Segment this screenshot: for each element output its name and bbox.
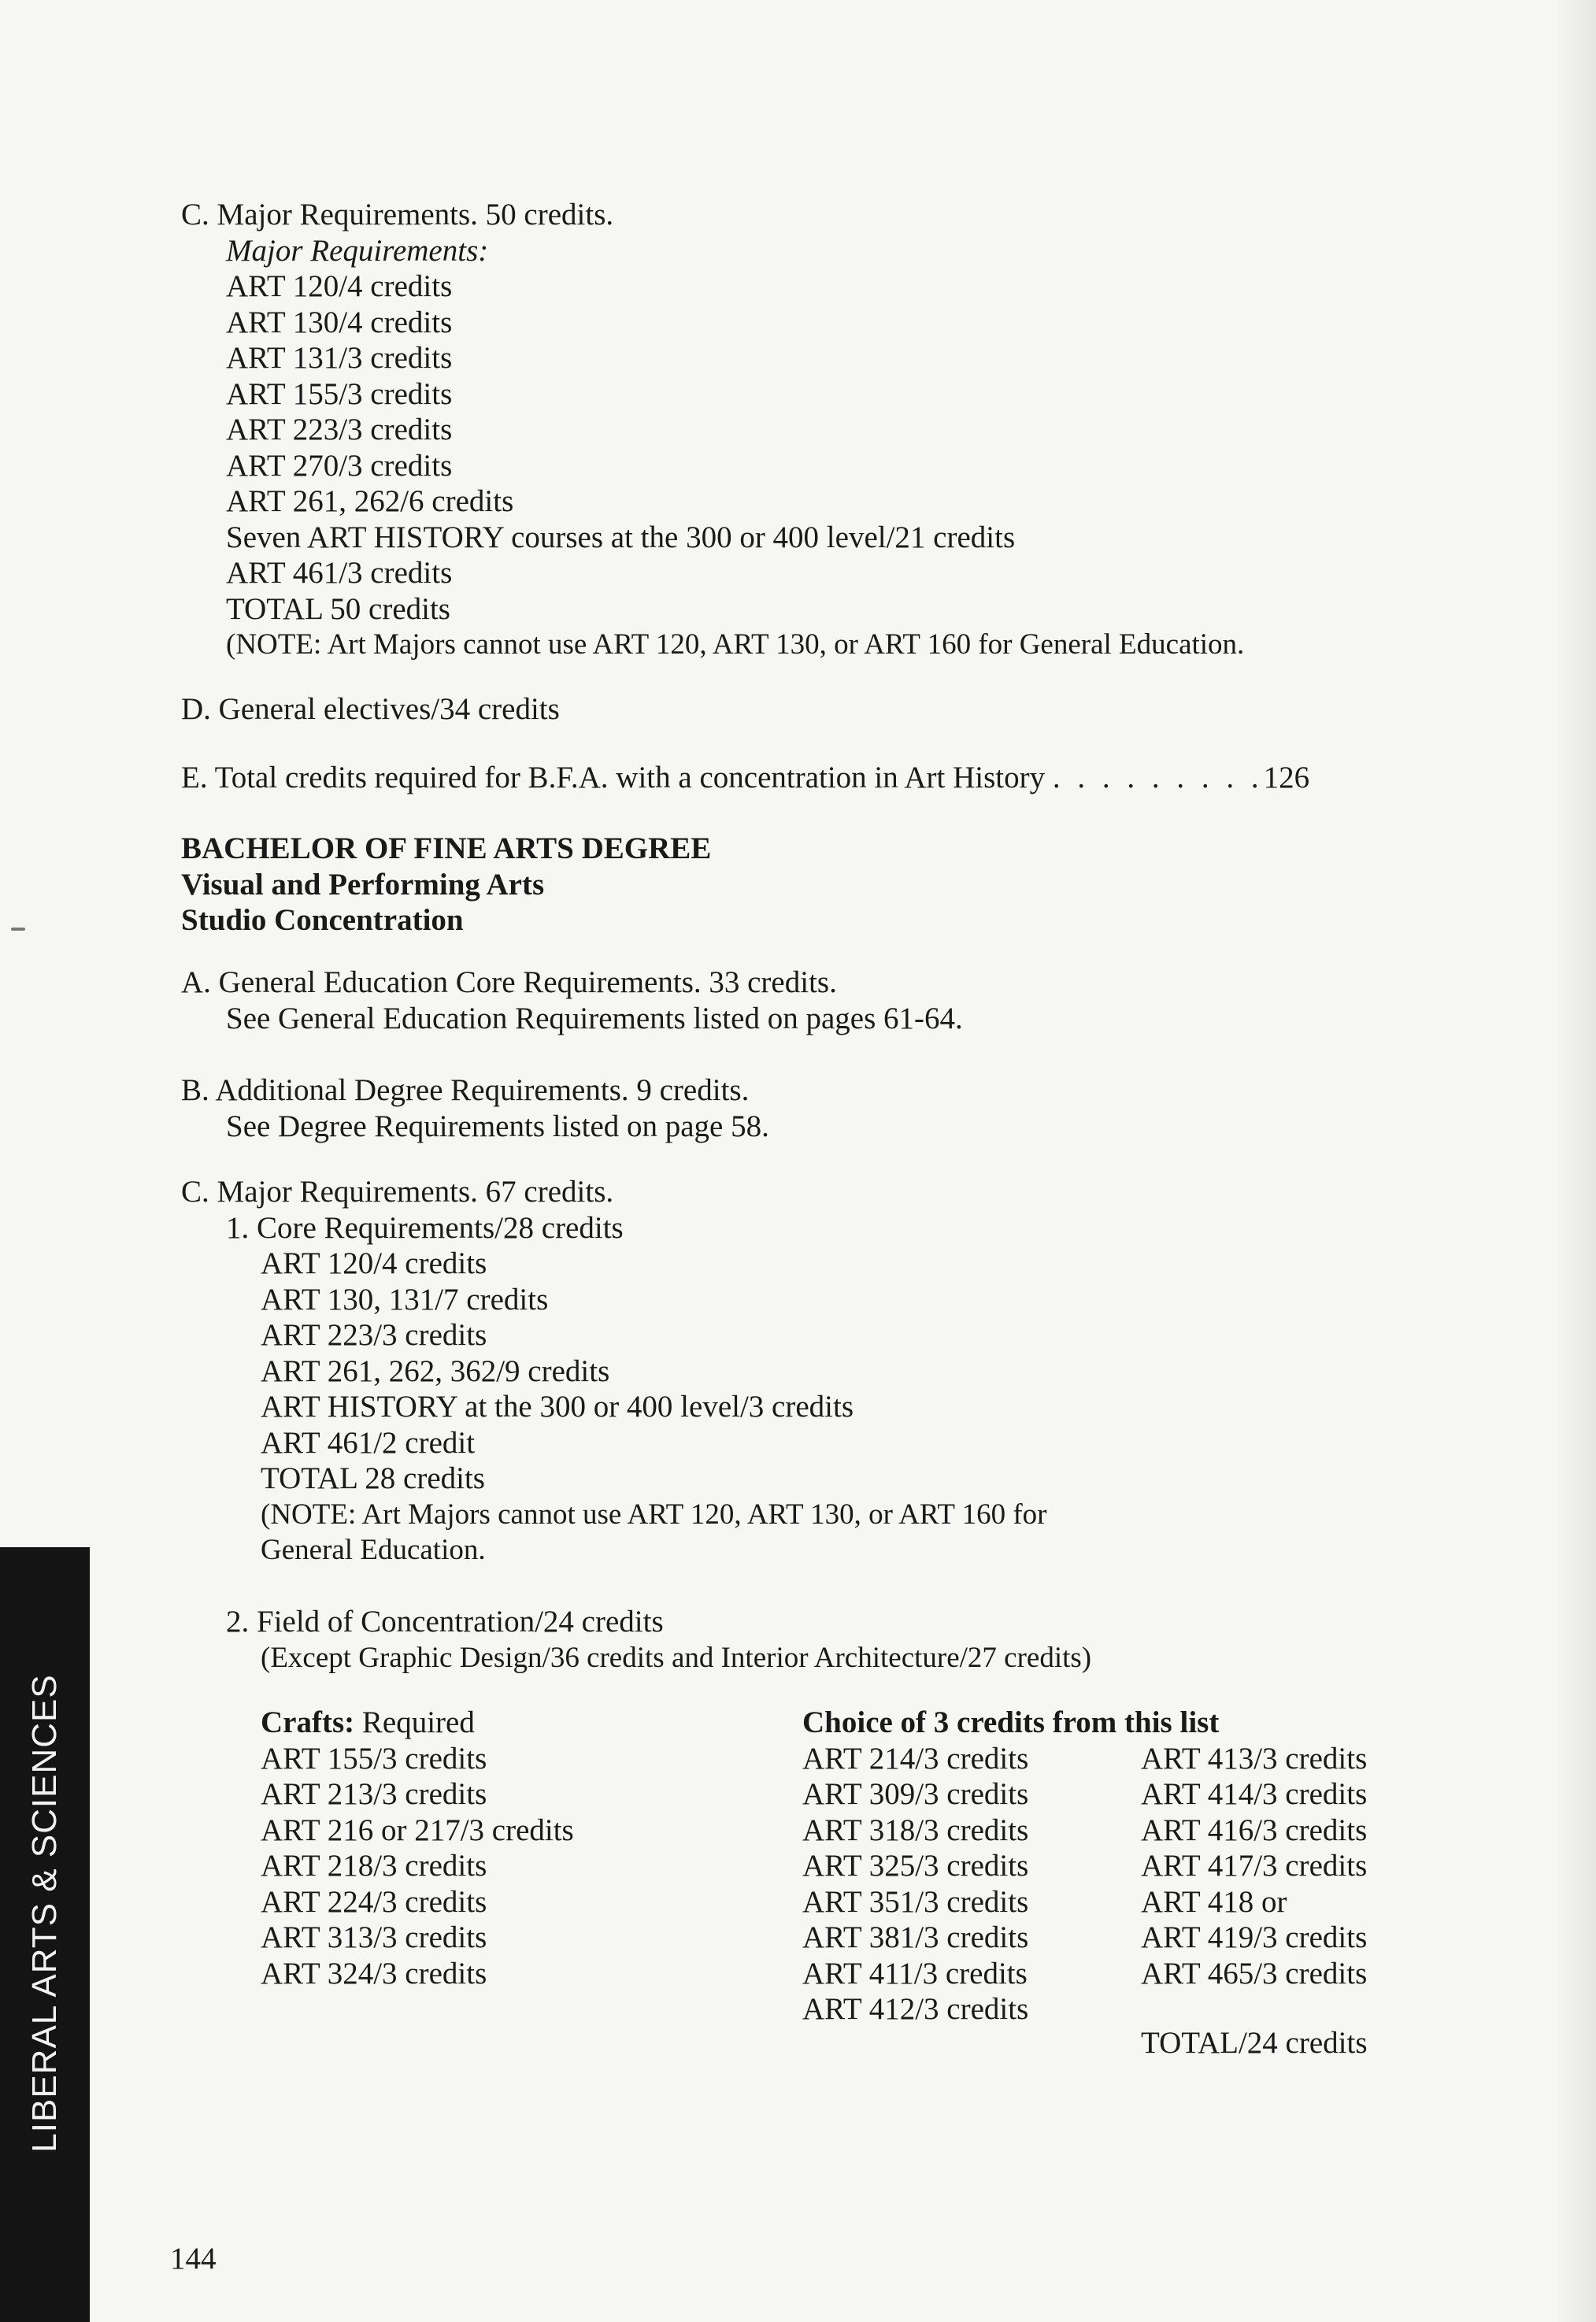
- degree-subtitle: Visual and Performing Arts: [181, 868, 545, 902]
- requirement-line: ART 261, 262/6 credits: [226, 484, 514, 518]
- requirement-line: ART 270/3 credits: [226, 449, 453, 483]
- requirement-line: ART 223/3 credits: [226, 413, 453, 446]
- choice-course-col1: ART 214/3 credits: [802, 1742, 1029, 1776]
- choice-total: TOTAL/24 credits: [1141, 2026, 1368, 2060]
- choice-course-col1: ART 325/3 credits: [802, 1849, 1029, 1883]
- core-requirement-line: ART 461/2 credit: [261, 1426, 476, 1460]
- crafts-course: ART 155/3 credits: [261, 1742, 487, 1776]
- choice-course-col2: ART 416/3 credits: [1141, 1813, 1368, 1847]
- choice-course-col1: ART 309/3 credits: [802, 1777, 1029, 1811]
- requirement-line: Seven ART HISTORY courses at the 300 or 400 level/21 credits: [226, 520, 1016, 554]
- degree-concentration: Studio Concentration: [181, 903, 464, 937]
- field-of-concentration-heading: 2. Field of Concentration/24 credits: [226, 1605, 664, 1639]
- choice-course-col1: ART 351/3 credits: [802, 1885, 1029, 1919]
- section-a-heading: A. General Education Core Requirements. 33 credits.: [181, 965, 837, 999]
- choice-course-col2: ART 418 or: [1141, 1885, 1287, 1919]
- section-c-studio-heading: C. Major Requirements. 67 credits.: [181, 1175, 614, 1209]
- requirement-line: ART 130/4 credits: [226, 306, 453, 339]
- crafts-course: ART 218/3 credits: [261, 1849, 487, 1883]
- section-e-leader-dots: . . . . . . . . .: [1052, 761, 1264, 794]
- crafts-course: ART 324/3 credits: [261, 1957, 487, 1991]
- choice-course-col1: ART 411/3 credits: [802, 1957, 1028, 1991]
- section-b-reference: See Degree Requirements listed on page 58.: [226, 1109, 769, 1143]
- section-tab-label: LIBERAL ARTS & SCIENCES: [25, 1674, 64, 2153]
- section-e: [181, 760, 1309, 796]
- section-d: D. General electives/34 credits: [181, 692, 560, 726]
- choice-course-col2: ART 417/3 credits: [1141, 1849, 1368, 1883]
- major-requirements-subheading: Major Requirements:: [226, 234, 489, 268]
- core-requirement-note: (NOTE: Art Majors cannot use ART 120, ART 130, or ART 160 for: [261, 1498, 1047, 1531]
- choice-course-col2: ART 413/3 credits: [1141, 1742, 1368, 1776]
- stray-mark: [11, 928, 25, 931]
- core-requirement-line: ART 223/3 credits: [261, 1318, 487, 1352]
- choice-heading: Choice of 3 credits from this list: [802, 1705, 1220, 1739]
- core-requirement-line: ART 120/4 credits: [261, 1246, 487, 1280]
- crafts-course: ART 216 or 217/3 credits: [261, 1813, 574, 1847]
- choice-course-col2: ART 414/3 credits: [1141, 1777, 1368, 1811]
- page-number: 144: [170, 2242, 217, 2276]
- crafts-course: ART 213/3 credits: [261, 1777, 487, 1811]
- choice-course-col1: ART 381/3 credits: [802, 1920, 1029, 1954]
- crafts-course: ART 313/3 credits: [261, 1920, 487, 1954]
- requirement-line: ART 131/3 credits: [226, 341, 453, 375]
- choice-course-col1: ART 412/3 credits: [802, 1992, 1029, 2026]
- requirement-note: (NOTE: Art Majors cannot use ART 120, ART 130, or ART 160 for General Education.: [226, 628, 1245, 661]
- degree-title: BACHELOR OF FINE ARTS DEGREE: [181, 831, 712, 865]
- requirement-line: ART 155/3 credits: [226, 377, 453, 411]
- section-b-heading: B. Additional Degree Requirements. 9 credits.: [181, 1073, 750, 1107]
- core-requirement-total: TOTAL 28 credits: [261, 1461, 485, 1495]
- core-requirements-heading: 1. Core Requirements/28 credits: [226, 1211, 624, 1245]
- choice-course-col2: ART 419/3 credits: [1141, 1920, 1368, 1954]
- section-c-heading: C. Major Requirements. 50 credits.: [181, 198, 614, 231]
- crafts-heading: [261, 1705, 475, 1741]
- field-of-concentration-note: (Except Graphic Design/36 credits and Interior Architecture/27 credits): [261, 1642, 1092, 1674]
- requirement-line: ART 120/4 credits: [226, 269, 453, 303]
- choice-course-col2: ART 465/3 credits: [1141, 1957, 1368, 1991]
- section-e-label: E. Total credits required for B.F.A. with a concentration in Art History: [181, 761, 1046, 794]
- core-requirement-line: ART HISTORY at the 300 or 400 level/3 credits: [261, 1390, 854, 1424]
- section-e-value: 126: [1263, 761, 1310, 794]
- core-requirement-line: ART 261, 262, 362/9 credits: [261, 1354, 610, 1388]
- core-requirement-line: ART 130, 131/7 credits: [261, 1283, 549, 1317]
- core-requirement-note-cont: General Education.: [261, 1534, 486, 1566]
- requirement-line: ART 461/3 credits: [226, 556, 453, 590]
- crafts-label: Crafts:: [261, 1705, 355, 1739]
- crafts-course: ART 224/3 credits: [261, 1885, 487, 1919]
- section-a-reference: See General Education Requirements listed on pages 61-64.: [226, 1002, 963, 1035]
- crafts-label-suffix: Required: [354, 1705, 475, 1739]
- page-edge-shadow: [1555, 0, 1596, 2322]
- choice-course-col1: ART 318/3 credits: [802, 1813, 1029, 1847]
- requirement-total: TOTAL 50 credits: [226, 592, 450, 626]
